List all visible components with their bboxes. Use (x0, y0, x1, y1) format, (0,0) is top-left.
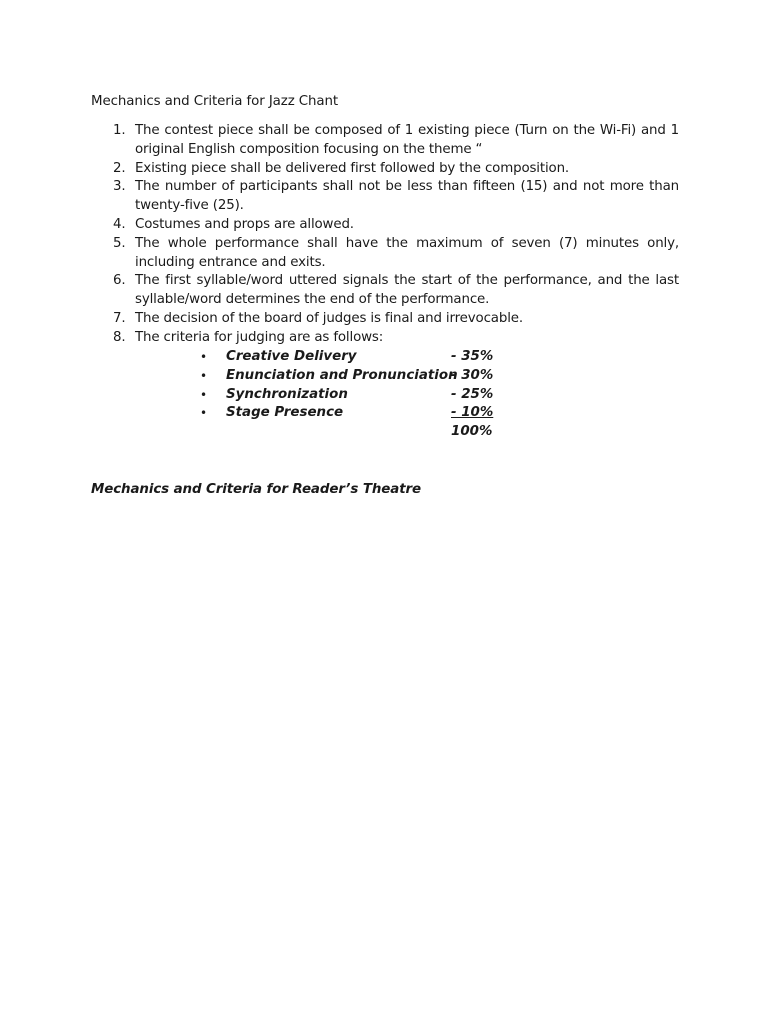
rule-item (91, 235, 679, 273)
rule-text: The criteria for judging are as follows: (135, 329, 384, 345)
rule-item (91, 216, 679, 235)
criteria-name: Synchronization (226, 386, 348, 402)
rule-number: 1. (113, 123, 126, 138)
rule-text: Existing piece shall be delivered first followed by the composition. (135, 160, 570, 176)
rule-number: 3. (113, 179, 126, 195)
criteria-percent: - 30% (451, 367, 494, 383)
bullet-icon: • (200, 368, 208, 383)
rule-number: 5. (113, 235, 126, 251)
criteria-list (200, 348, 520, 423)
rules-list (91, 122, 679, 348)
criteria-percent: - 10% (451, 405, 494, 421)
rule-item (91, 160, 679, 179)
criteria-row (200, 348, 520, 367)
criteria-percent: - 35% (451, 349, 494, 364)
readers-theatre-heading: Mechanics and Criteria for Reader’s Theatre (91, 482, 421, 497)
rule-text: Costumes and props are allowed. (135, 216, 354, 232)
rule-number: 4. (113, 216, 126, 232)
bullet-icon: • (200, 406, 208, 421)
criteria-total: 100% (451, 424, 493, 439)
rule-number: 8. (113, 329, 126, 345)
rule-number: 6. (113, 273, 126, 289)
rule-text: The first syllable/word uttered signals the start of the performance, and the last syllable/word determines the end of the performance. (135, 273, 679, 308)
rule-item (91, 272, 679, 310)
criteria-row (200, 367, 520, 386)
criteria-row (200, 386, 520, 405)
rule-text: The number of participants shall not be less than fifteen (15) and not more than twenty-five (25). (135, 179, 679, 214)
rule-text: The whole performance shall have the maximum of seven (7) minutes only, including entrance and exits. (135, 235, 679, 270)
rule-number: 7. (113, 310, 126, 326)
rule-text: The decision of the board of judges is final and irrevocable. (135, 310, 523, 326)
rule-text: The contest piece shall be composed of 1 existing piece (Turn on the Wi-Fi) and 1 original English composition focusing on the theme “ (135, 123, 679, 157)
rule-number: 2. (113, 160, 126, 176)
rule-item (91, 178, 679, 216)
rule-item (91, 310, 679, 329)
criteria-name: Creative Delivery (226, 349, 357, 364)
criteria-name: Enunciation and Pronunciation (226, 367, 458, 383)
jazz-chant-heading: Mechanics and Criteria for Jazz Chant (91, 94, 339, 109)
criteria-row (200, 404, 520, 423)
rule-item (91, 329, 679, 348)
bullet-icon: • (200, 387, 208, 402)
criteria-name: Stage Presence (226, 405, 344, 421)
rule-item (91, 122, 679, 160)
criteria-percent: - 25% (451, 386, 494, 402)
bullet-icon: • (200, 350, 208, 364)
